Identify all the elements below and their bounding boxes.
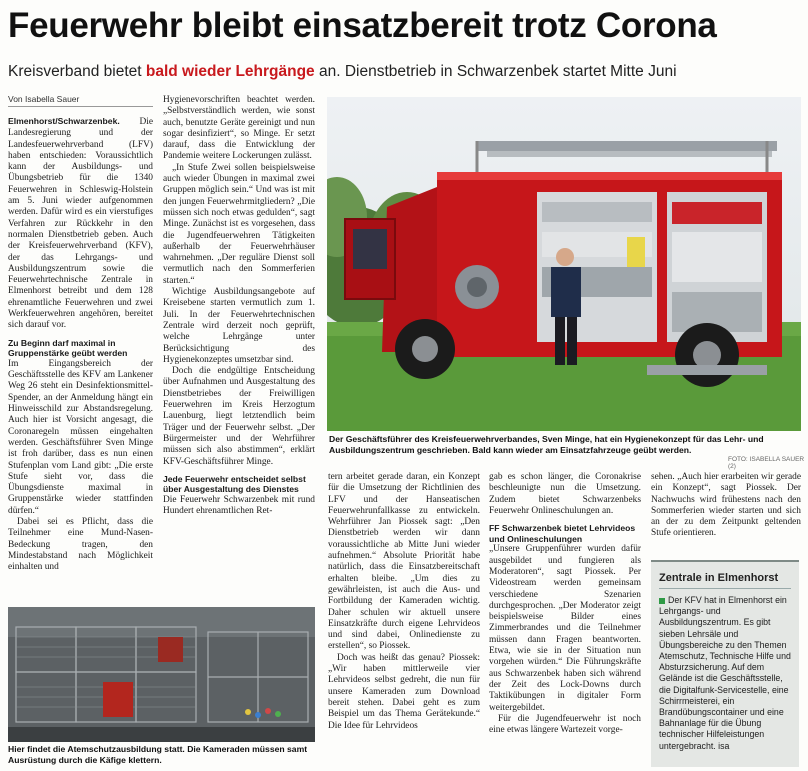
photo-credit: FOTO: ISABELLA SAUER (2) <box>728 456 805 470</box>
col1-paragraph-1-text: Die Landesregierung und der Landesfeuerwehrverband (LFV) haben entschieden: Voraussichtlich kann der Ausbildungs- und Übungsbetrieb für die 1340 Feuerwehren in Schleswig-Holstein am 5. Juni wieder aufgenommen werden. Dafür wird es ein vierstufiges Verfahren zur Rückkehr in den normalen Dienstbetrieb geben. Auch der Kreisfeuerwehrverband (KFV), der das Lehrgangs- und Ausbildungszentrum sowie die Feuerwehrtechnische Zentrale in Elmenhorst betreibt und dem 128 ehrenamtliche Feuerwehren und zwei Werkfeuerwehren angehören, bereitet sich darauf vor. <box>8 117 153 331</box>
article-column-5 <box>651 472 801 552</box>
subhead-after: an. Dienstbetrieb in Schwarzenbek startet Mitte Juni <box>314 63 677 80</box>
training-cages-caption: Hier findet die Atemschutzausbildung statt. Die Kameraden müssen samt Ausrüstung durch die Käfige klettern. <box>8 744 308 765</box>
subhead-before: Kreisverband bietet <box>8 63 146 80</box>
col2-paragraph-3: Wichtige Ausbildungsangebote auf Kreisebene starten vermutlich zum 1. Juli. In der Feuerwehrtechnischen Zentrale wird derzeit noch geprüft, welche Lehrgänge unter Berücksichtigung des Hygienekonzeptes umsetzbar sind. <box>163 287 315 365</box>
byline: Von Isabella Sauer <box>8 94 153 107</box>
subheadline <box>8 62 803 82</box>
col2-paragraph-4: Doch die endgültige Entscheidung über Aufnahmen und Ausgestaltung des Dienstbetriebes der Freiwilligen Feuerwehren im Kreis Herzogtum Lauenburg, liegt letztendlich beim Träger und der Feuerwehr selbst. „Der Bürgermeister und der Wehrführer müssen sich also abstimmen“, erklärt KFV-Geschäftsführer Minge. <box>163 366 315 467</box>
article-column-4 <box>489 472 641 768</box>
green-square-icon <box>659 598 665 604</box>
col5-paragraph-1: sehen. „Auch hier erarbeiten wir gerade ein Konzept“, sagt Piossek. Der Nachwuchs wird frühestens nach den Sommerferien wieder starten und sich an der zu dem Zeitpunkt geltenden Stufe orientieren. <box>651 472 801 539</box>
infobox <box>651 560 799 767</box>
col2-paragraph-5: Die Feuerwehr Schwarzenbek mit rund Hundert ehrenamtlichen Ret- <box>163 494 315 517</box>
infobox-text: Der KFV hat in Elmenhorst ein Lehrgangs- und Ausbildungszentrum. Es gibt sieben Lehrsäle und Übungsbereiche zu den Themen Atemschutz, Technische Hilfe und Absturzsicherung. Auf dem Gelände ist die Geschäftsstelle, die Digitalfunk-Servicestelle, eine Schirrmeisterei, ein Brandübungscontainer und eine Bahnanlage für die Übung technischer Hilfeleistungen untergebracht. isa <box>659 595 791 751</box>
training-cages-illustration <box>8 607 315 742</box>
col2-subheading: Jede Feuerwehr entscheidet selbst über Ausgestaltung des Dienstes <box>163 473 306 495</box>
headline: Feuerwehr bleibt einsatzbereit trotz Corona <box>8 6 717 45</box>
col4-paragraph-3: Für die Jugendfeuerwehr ist noch eine etwas längere Wartezeit vorge- <box>489 713 641 736</box>
fire-truck-photo <box>327 97 801 431</box>
col1-paragraph-1 <box>8 116 153 332</box>
subhead-highlight: bald wieder Lehrgänge <box>145 63 315 80</box>
col3-paragraph-2: Doch was heißt das genau? Piossek: „Wir haben mittlerweile vier Lehrvideos selbst gedreht, die nun für unsere Kameraden zum Download bereit stehen. Dabei geht es zum Beispiel um das Thema Gerätekunde.“ Die Idee für Lehrvideos <box>328 652 480 731</box>
col4-paragraph-1: gab es schon länger, die Coronakrise beschleunigte nun die Umsetzung. Zudem bietet Schwarzenbeks Feuerwehr Onlineschulungen an. <box>489 472 641 516</box>
col4-paragraph-2: „Unsere Gruppenführer wurden dafür ausgebildet und fungieren als Moderatoren“, sagt Piossek. Per Videostream werden gemeinsam verschiedene Szenarien durchgesprochen. „Der Moderator zeigt beispielsweise Bilder eines Zimmerbrandes und die Teilnehmer müssen dann Fragen beantworten. Etwa, wie sie in der Situation nun vorgehen würden.“ Die Führungskräfte aus Schwarzenbek haben sich während der Zeit des Lock-Downs durch Taktikübungen in digitaler Form weitergebildet. <box>489 544 641 713</box>
training-cages-photo <box>8 607 315 742</box>
col3-paragraph-1: tern arbeitet gerade daran, ein Konzept für die Umsetzung der Richtlinien des LFV und der Hanseatischen Feuerwehrunfallkasse zu entwickeln. Wehrführer Jan Piossek sagt: „Den Dienstbetrieb werden wir dann voraussichtliche ab Mitte Juni wieder aufnehmen.“ Absolute Priorität habe natürlich, dass die Einsatzbereitschaft erhalten bleibe. „Um dies zu gewährleisten, ist auch die Aus- und Fortbildung der Kameraden wichtig. Daher schulen wir aktuell unsere Einsatzkräfte durch eigene Lehrvideos und sind dabei, Onlinedienste zu erstellen“, so Piossek. <box>328 472 480 652</box>
article-column-1 <box>8 116 153 596</box>
col1-subheading: Zu Beginn darf maximal in Gruppenstärke geübt werden <box>8 337 128 359</box>
article-column-3 <box>328 472 480 768</box>
fire-truck-caption: Der Geschäftsführer des Kreisfeuerwehrverbandes, Sven Minge, hat ein Hygienekonzept für das Lehr- und Ausbildungszentrum geschrieben. Bald kann wieder am Einsatzfahrzeuge geübt werden. <box>329 434 764 455</box>
fire-truck-illustration <box>327 97 801 431</box>
col2-paragraph-2: „In Stufe Zwei sollen beispielsweise auch wieder Übungen in maximal zwei Gruppen möglich sein.“ Und was ist mit den jungen Feuerwehrmitgliedern? „Die müssen sich noch etwas gedulden“, sagt Minge. Zunächst ist es vorgesehen, dass die Jugendfeuerwehren Tätigkeiten außerhalb der Feuerwehrhäuser wahrnehmen. „Der reguläre Dienst soll vermutlich nach den Sommerferien starten.“ <box>163 162 315 286</box>
infobox-body <box>659 595 791 752</box>
col1-paragraph-2: Im Eingangsbereich der Geschäftsstelle des KFV am Lankener Weg 26 steht ein Desinfektionsmittel-Spender, an der Anmeldung hängt ein Hinweisschild zur Abstandsregelung. Auch hier ist Vorsicht angesagt, die Coronaregeln müssen eingehalten werden. Geschäftsführer Sven Minge ist froh darüber, dass es nun einen Stufenplan vom Land gibt: „Die erste Stufe sieht vor, dass die Übungsdienste maximal in Gruppenstärke wieder stattfinden dürfen.“ <box>8 358 153 516</box>
article-column-2 <box>163 95 315 596</box>
dateline: Elmenhorst/Schwarzenbek. <box>8 116 120 126</box>
col2-paragraph-1: Hygienevorschriften beachtet werden. „Selbstverständlich werden, wie sonst auch, benutzte Geräte gereinigt und nun sogar desinfiziert“, so Minge. Er setzt darauf, dass die Entwicklung der Pandemie weitere Lockerungen zulässt. <box>163 95 315 162</box>
col1-paragraph-3: Dabei sei es Pflicht, dass die Teilnehmer eine Mund-Nasen-Bedeckung tragen, den Mindestabstand nach Möglichkeit einhalten und <box>8 516 153 573</box>
col4-subheading: FF Schwarzenbek bietet Lehrvideos und Onlineschulungen <box>489 523 636 544</box>
infobox-title: Zentrale in Elmenhorst <box>659 572 791 589</box>
